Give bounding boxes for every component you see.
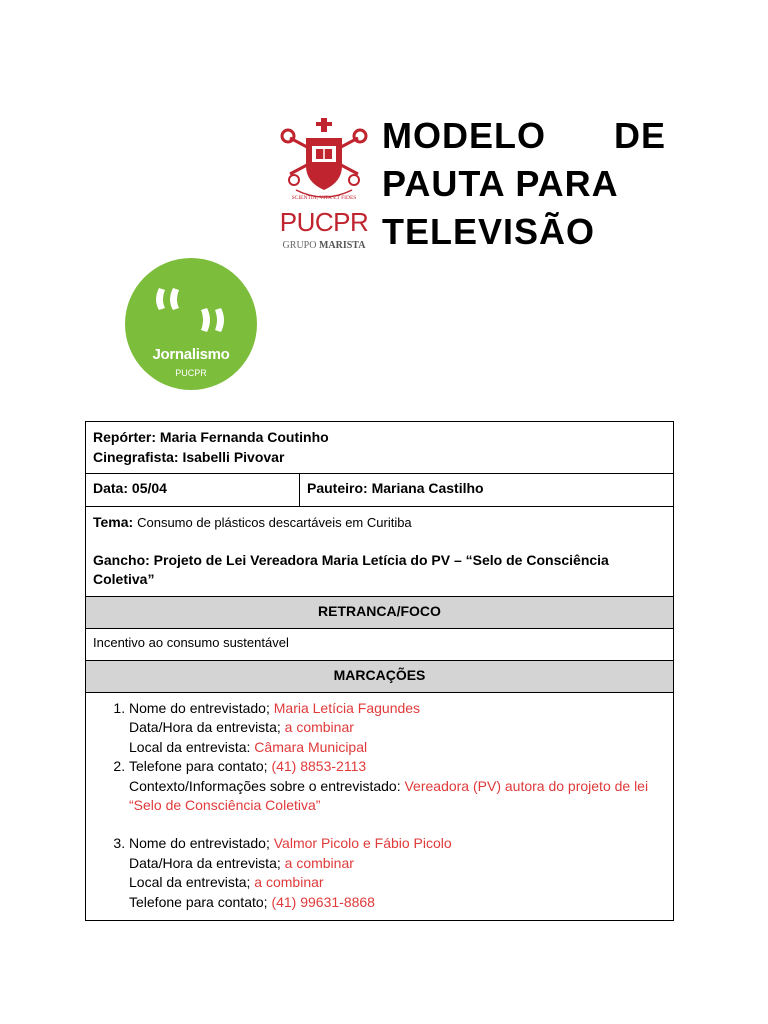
producer-value: Mariana Castilho — [371, 480, 484, 496]
i1-when: a combinar — [284, 719, 354, 736]
section-retranca: RETRANCA/FOCO — [86, 597, 673, 629]
i2-phone-label: Telefone para contato; — [129, 758, 268, 775]
quote-marks-icon — [151, 278, 231, 338]
theme-label: Tema: — [93, 514, 134, 530]
date-row — [86, 474, 673, 507]
reporter-row — [86, 422, 673, 474]
pucpr-wordmark: PUCPR — [279, 207, 369, 237]
i3-phone-label: Telefone para contato; — [129, 893, 268, 910]
pucpr-logo — [276, 116, 372, 258]
title-line2: PAUTA PARA — [382, 163, 619, 204]
badge-sub: PUCPR — [175, 368, 207, 378]
badge-label: Jornalismo — [152, 346, 230, 363]
reporter-label: Repórter: — [93, 429, 157, 445]
appointments-list — [86, 693, 673, 920]
theme-value: Consumo de plásticos descartáveis em Curitiba — [137, 515, 412, 530]
hook-label: Gancho: — [93, 551, 150, 568]
i3-when: a combinar — [284, 854, 354, 871]
i3-name-label: Nome do entrevistado; — [129, 835, 270, 852]
i1-name-label: Nome do entrevistado; — [129, 700, 270, 716]
date-value: 05/04 — [131, 480, 167, 496]
hook-value: Projeto de Lei Vereadora Maria Letícia do PV – “Selo de Consciência Coletiva” — [93, 551, 609, 587]
grupo-name: MARISTA — [318, 240, 366, 251]
pucpr-motto: SCIENTIA, VITA ET FIDES — [291, 195, 357, 201]
focus-value: Incentivo ao consumo sustentável — [86, 629, 673, 661]
section-marcacoes: MARCAÇÕES — [86, 661, 673, 693]
i2-context-label: Contexto/Informações sobre o entrevistado: — [129, 777, 401, 794]
i3-name: Valmor Picolo e Fábio Picolo — [273, 835, 452, 852]
jornalismo-badge — [125, 258, 257, 390]
i3-where-label: Local da entrevista; — [129, 874, 251, 891]
theme-row — [86, 507, 673, 597]
list-item — [129, 699, 666, 757]
list-item — [129, 757, 666, 834]
title-line1-b: DE — [613, 115, 666, 156]
camera-label: Cinegrafista: — [93, 448, 179, 465]
reporter-value: Maria Fernanda Coutinho — [159, 429, 329, 445]
i1-when-label: Data/Hora da entrevista; — [129, 719, 281, 736]
pucpr-crest-icon — [276, 116, 372, 208]
i3-when-label: Data/Hora da entrevista; — [129, 854, 281, 871]
i2-phone: (41) 8853-2113 — [271, 758, 367, 775]
camera-value: Isabelli Pivovar — [182, 448, 285, 465]
title-line3: TELEVISÃO — [382, 211, 596, 252]
grupo-marista — [276, 240, 372, 252]
list-item — [129, 834, 666, 912]
pauta-form — [85, 421, 674, 921]
producer-label: Pauteiro: — [307, 480, 368, 496]
date-label: Data: — [93, 480, 129, 496]
i3-where: a combinar — [254, 874, 324, 891]
i1-where-label: Local da entrevista: — [129, 738, 251, 755]
i3-phone: (41) 99631-8868 — [271, 893, 375, 910]
page-title — [382, 112, 666, 256]
title-line1-a: MODELO — [382, 115, 546, 156]
i1-where: Câmara Municipal — [254, 738, 368, 755]
i2-context: Vereadora (PV) autora do projeto de lei “Selo de Consciência Coletiva” — [129, 777, 649, 814]
i1-name: Maria Letícia Fagundes — [273, 700, 421, 716]
grupo-prefix: GRUPO — [282, 240, 317, 251]
